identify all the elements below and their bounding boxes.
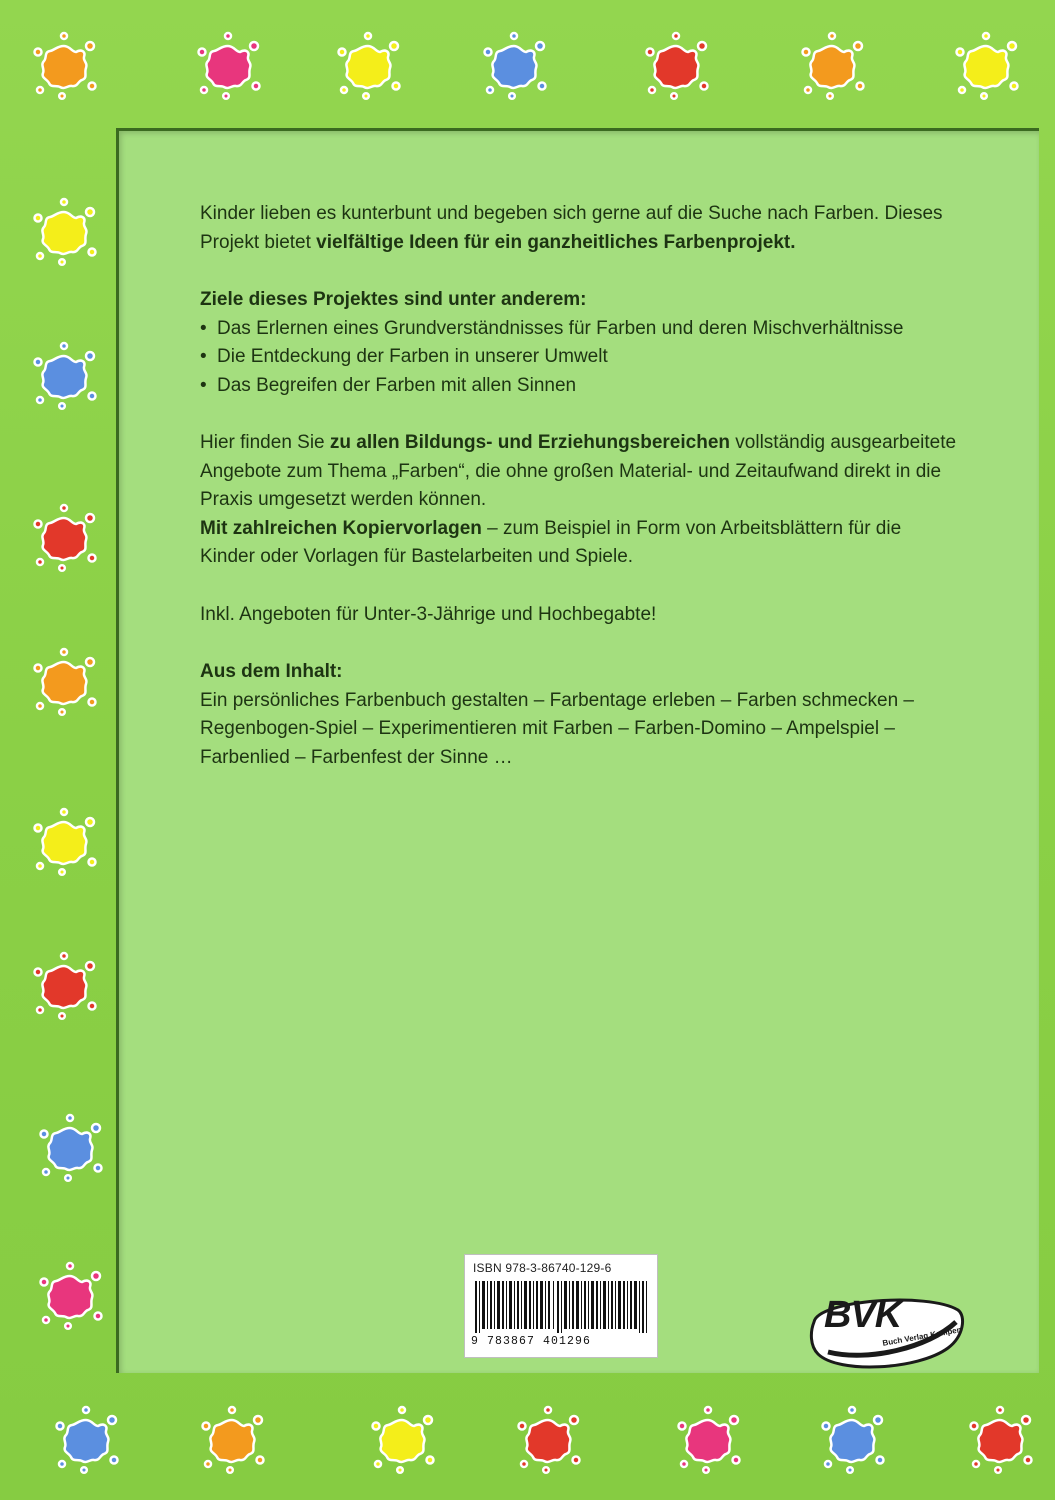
red-splat-icon: [28, 950, 100, 1022]
yellow-splat-icon: [950, 30, 1022, 102]
magenta-splat-icon: [672, 1404, 744, 1476]
barcode-digits: 9 783867 401296: [471, 1335, 592, 1348]
blue-splat-icon: [478, 30, 550, 102]
list-item: • Die Entdeckung der Farben in unserer Umwelt: [200, 343, 960, 372]
intro-bold-text: vielfältige Ideen für ein ganzheitliches Farbenprojekt.: [316, 231, 796, 253]
intro-text: Kinder lieben es kunterbunt und begeben sich gerne auf die Suche nach Farben. Dieses Projekt bietet: [200, 203, 943, 253]
offer-text-3: – zum Beispiel in Form von Arbeitsblättern für die Kinder oder Vorlagen für Bastelarbeiten und Spiele.: [200, 517, 902, 567]
blue-splat-icon: [28, 340, 100, 412]
offer-bold-2: Mit zahlreichen Kopiervorlagen: [200, 517, 482, 539]
logo-bvk-text: BVK: [824, 1294, 902, 1336]
intro-paragraph: [200, 200, 960, 257]
offer-text-1: Hier finden Sie: [200, 432, 330, 453]
goals-heading: Ziele dieses Projektes sind unter anderem:: [200, 289, 587, 310]
red-splat-icon: [512, 1404, 584, 1476]
red-splat-icon: [640, 30, 712, 102]
goals-list: [200, 315, 960, 401]
content-heading: Aus dem Inhalt:: [200, 661, 343, 682]
orange-splat-icon: [28, 30, 100, 102]
yellow-splat-icon: [28, 196, 100, 268]
magenta-splat-icon: [34, 1260, 106, 1332]
yellow-splat-icon: [28, 806, 100, 878]
barcode: [475, 1281, 649, 1333]
list-item: • Das Begreifen der Farben mit allen Sinnen: [200, 372, 960, 401]
content-paragraph: Ein persönliches Farbenbuch gestalten – Farbentage erleben – Farben schmecken – Regenbogen-Spiel – Experimentieren mit Farben – Farben-Domino – Ampelspiel – Farbenlied – Farbenfest der Sinne …: [200, 689, 914, 768]
offer-paragraph: [200, 429, 960, 515]
description-text: [200, 200, 960, 801]
logo-subtitle: Buch Verlag Kempen: [881, 1325, 963, 1348]
incl-paragraph: Inkl. Angeboten für Unter-3-Jährige und Hochbegabte!: [200, 603, 657, 625]
yellow-splat-icon: [366, 1404, 438, 1476]
blue-splat-icon: [50, 1404, 122, 1476]
offer-text-2: vollständig ausgearbeitete Angebote zum Thema „Farben“, die ohne großen Material- und Zeitaufwand direkt in die Praxis umgesetzt werden können.: [200, 432, 957, 510]
isbn-barcode-box: [464, 1254, 658, 1358]
offer-bold-1: zu allen Bildungs- und Erziehungsbereichen: [329, 432, 731, 453]
orange-splat-icon: [796, 30, 868, 102]
orange-splat-icon: [196, 1404, 268, 1476]
red-splat-icon: [28, 502, 100, 574]
orange-splat-icon: [28, 646, 100, 718]
isbn-label: ISBN 978-3-86740-129-6: [473, 1261, 612, 1275]
publisher-logo: [808, 1292, 966, 1382]
yellow-splat-icon: [332, 30, 404, 102]
blue-splat-icon: [816, 1404, 888, 1476]
copy-templates-paragraph: [200, 515, 960, 572]
red-splat-icon: [964, 1404, 1036, 1476]
list-item: • Das Erlernen eines Grundverständnisses für Farben und deren Mischverhältnisse: [200, 315, 960, 344]
magenta-splat-icon: [192, 30, 264, 102]
blue-splat-icon: [34, 1112, 106, 1184]
